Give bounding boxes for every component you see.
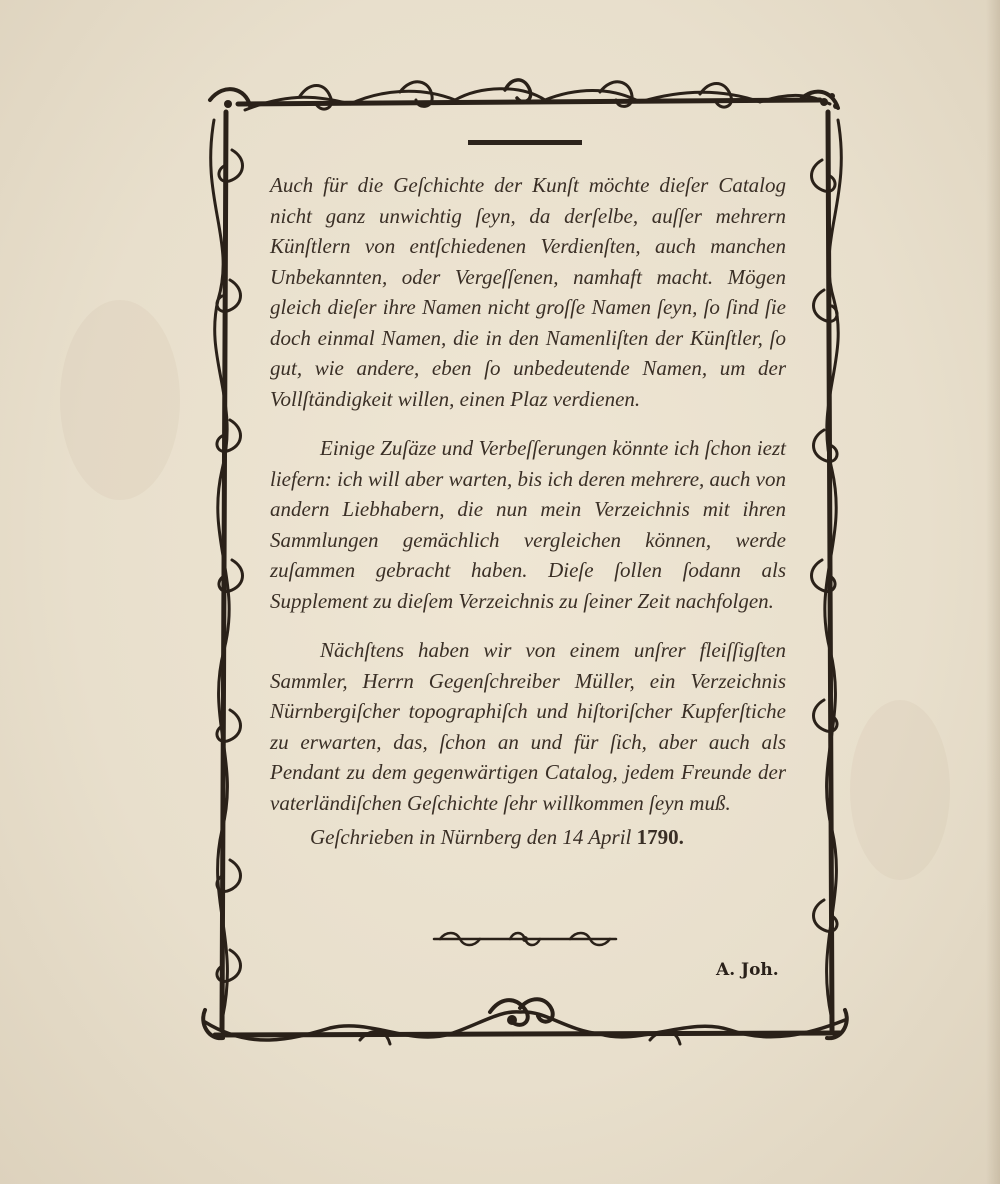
dateline — [270, 822, 786, 853]
paragraph-1: Auch für die Geſchichte der Kunſt möchte dieſer Catalog nicht ganz unwichtig ſeyn, da derſelbe, auſſer mehrern Künſtlern von entſchiedenen Verdienſten, auch manchen Unbekannten, oder Vergeſſenen, namhaft macht. Mögen gleich dieſer ihre Namen nicht groſſe Namen ſeyn, ſo ſind ſie doch einmal Namen, die in den Namenliſten der Künſtler, ſo gut, wie andere, eben ſo unbedeutende Namen, um der Vollſtändigkeit willen, einen Plaz verdienen. — [270, 173, 786, 411]
paragraph-2: Einige Zuſäze und Verbeſſerungen könnte ich ſchon iezt liefern: ich will aber warten, bis ich deren mehrere, auch von andern Liebhabern, die nun mein Verzeichnis mit ihren Sammlungen gemächlich vergleichen können, werde zuſammen gebracht haben. Dieſe ſollen ſodann als Supplement zu dieſem Verzeichnis zu ſeiner Zeit nachfolgen. — [270, 436, 786, 613]
paragraph-3: Nächſtens haben wir von einem unſrer fleiſſigſten Sammler, Herrn Gegenſchreiber Müller, ein Verzeichnis Nürnbergiſcher topographiſch und hiſtoriſcher Kupferſtiche zu erwarten, das, ſchon an und für ſich, aber auch als Pendant zu dem gegenwärtigen Catalog, jedem Freunde der vaterländiſchen Geſchichte ſehr willkommen ſeyn muß. — [270, 638, 786, 815]
dateline-year: 1790. — [636, 825, 684, 849]
dateline-text: Geſchrieben in Nürnberg den 14 April — [310, 825, 632, 849]
text-block — [270, 170, 786, 853]
ornament-divider — [430, 930, 620, 948]
author-signature: A. Joh. — [716, 960, 779, 980]
top-rule — [468, 140, 582, 145]
